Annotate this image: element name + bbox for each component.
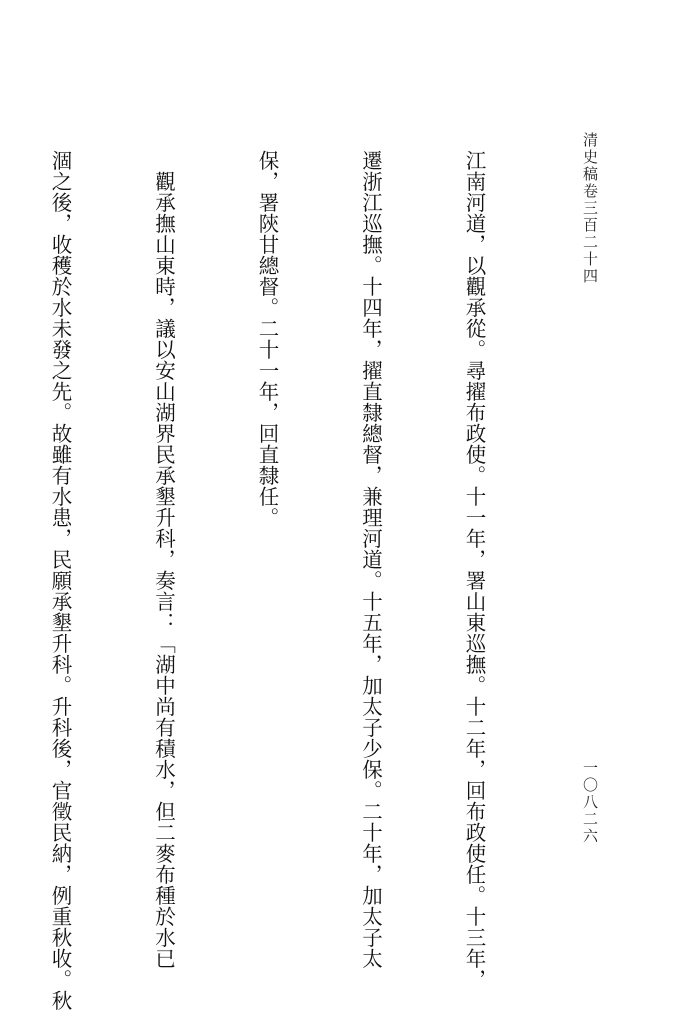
text-column: 觀承撫山東時，議以安山湖界民承墾升科，奏言：「湖中尚有積水，但二麥布種於水已 (151, 150, 176, 969)
book-title-header: 清史稿卷三百二十四 (581, 132, 599, 285)
text-column: 江南河道，以觀承從。尋擢布政使。十一年，署山東巡撫。十二年，回布政使任。十三年， (462, 150, 486, 990)
text-column: 涸之後，收穫於水未發之先。故雖有水患，民願承墾升科。升科後，官徵民納，例重秋收。秋 (48, 150, 72, 1011)
body-text (48, 150, 560, 1011)
page-number: 一〇八二六 (581, 760, 599, 845)
text-column: 保，署陝甘總督。二十一年，回直隸任。 (255, 150, 279, 528)
text-column: 遷浙江巡撫。十四年，擢直隸總督，兼理河道。十五年，加太子少保。二十年，加太子太 (358, 150, 383, 969)
